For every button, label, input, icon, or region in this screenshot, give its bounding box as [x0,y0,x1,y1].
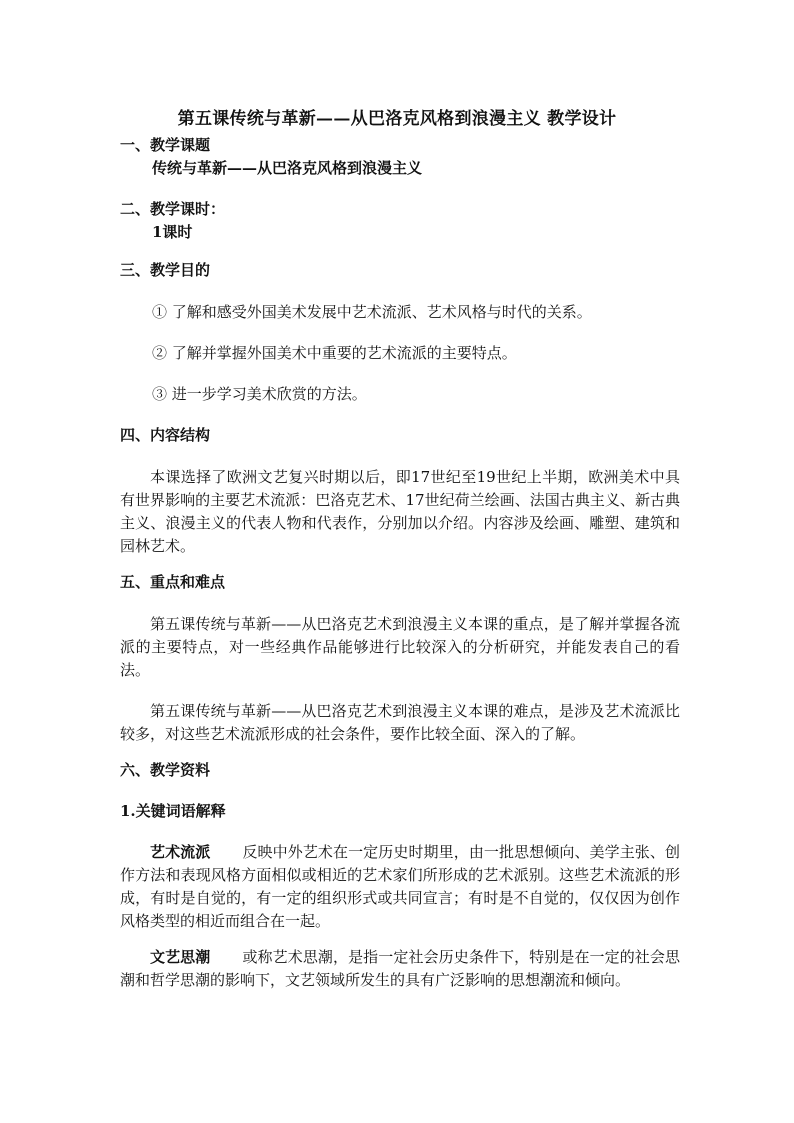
section-heading: 三、教学目的 [120,261,211,279]
section-content: 1课时 [152,223,193,241]
section-heading: 六、教学资料 [120,761,211,779]
term-label: 文艺思潮 [150,948,211,966]
section-heading: 二、教学课时： [120,200,226,218]
term-label: 艺术流派 [150,843,211,861]
objective-item: ③ 进一步学习美术欣赏的方法。 [152,385,367,403]
section-heading: 五、重点和难点 [120,573,226,591]
section-4 [120,424,680,558]
section-3-heading-block [120,259,680,282]
section-5 [120,571,680,746]
term-definition-text: 反映中外艺术在一定历史时期里，由一批思想倾向、美学主张、创作方法和表现风格方面相似或相近的艺术家们所形成的艺术派别。这些艺术流派的形成，有时是自觉的，有一定的组织形式或共同宣言；有时是不自觉的，仅仅因为创作风格类型的相近而组合在一起。 [120,843,680,930]
document-title: 第五课传统与革新——从巴洛克风格到浪漫主义 教学设计 [177,109,617,129]
subsection-heading: 1.关键词语解释 [120,802,226,820]
section-2 [120,198,680,244]
section-1 [120,134,680,180]
paragraph: 第五课传统与革新——从巴洛克艺术到浪漫主义本课的难点，是涉及艺术流派比较多，对这些艺术流派形成的社会条件，要作比较全面、深入的了解。 [120,702,680,743]
paragraph: 本课选择了欧洲文艺复兴时期以后，即17世纪至19世纪上半期，欧洲美术中具有世界影响的主要艺术流派：巴洛克艺术、17世纪荷兰绘画、法国古典主义、新古典主义、浪漫主义的代表人物和代表作，分别加以介绍。内容涉及绘画、雕塑、建筑和园林艺术。 [120,468,680,555]
section-heading: 四、内容结构 [120,426,211,444]
objective-item: ② 了解并掌握外国美术中重要的艺术流派的主要特点。 [152,344,517,362]
term-definition [120,946,680,992]
paragraph: 第五课传统与革新——从巴洛克艺术到浪漫主义本课的重点，是了解并掌握各流派的主要特点，对一些经典作品能够进行比较深入的分析研究，并能发表自己的看法。 [120,615,680,679]
section-6 [120,759,680,782]
term-definition [120,841,680,933]
section-content: 传统与革新——从巴洛克风格到浪漫主义 [152,159,423,177]
section-heading: 一、教学课题 [120,136,211,154]
objective-item: ① 了解和感受外国美术发展中艺术流派、艺术风格与时代的关系。 [152,303,592,321]
term-definition-text: 或称艺术思潮，是指一定社会历史条件下，特别是在一定的社会思潮和哲学思潮的影响下，文艺领域所发生的具有广泛影响的思想潮流和倾向。 [120,948,680,989]
subsection-1 [120,800,680,823]
